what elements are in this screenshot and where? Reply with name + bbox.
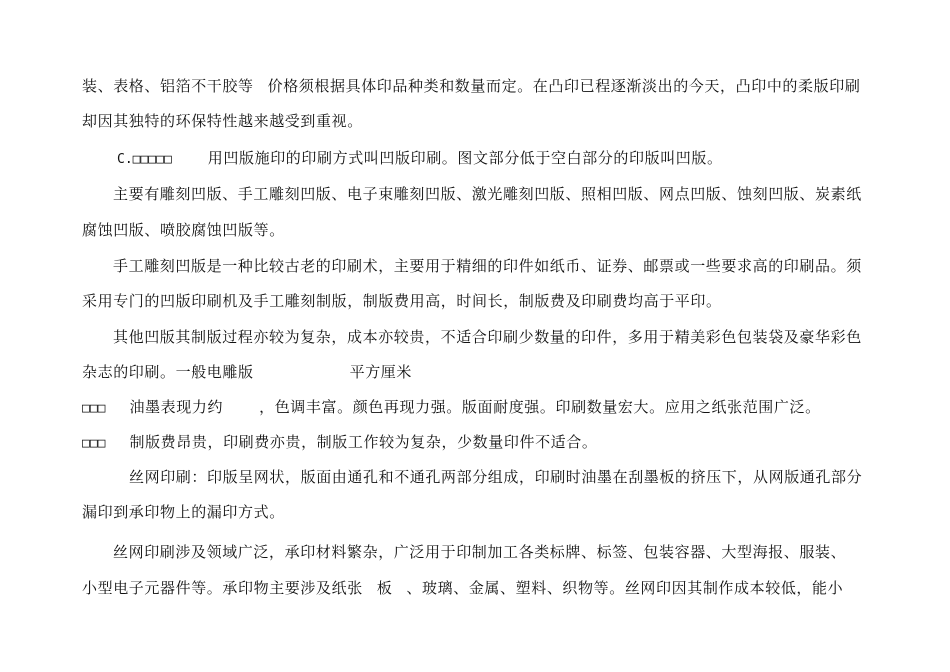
text-line-2	[82, 111, 363, 131]
text-segment: 丝网印刷涉及领域广泛，承印材料繁杂，广泛用于印制加工各类标牌、标签、包装容器、大型海报、服装、	[113, 543, 847, 561]
text-segment: 采用专门的凹版印刷机及手工雕刻制版，制版费用高，时间长，制版费及印刷费均高于平印。	[82, 292, 722, 310]
text-segment: 板	[376, 579, 393, 597]
text-segment: 用凹版施印的印刷方式叫凹版印刷。图文部分低于空白部分的印版叫凹版。	[207, 149, 723, 167]
text-segment: 油墨表现力约	[129, 398, 224, 416]
text-line-7	[82, 291, 722, 311]
text-line-10	[82, 397, 821, 419]
text-segment: 主要有雕刻凹版、手工雕刻凹版、电子束雕刻凹版、激光雕刻凹版、照相凹版、网点凹版、蚀刻凹版、炭素纸	[113, 185, 862, 203]
text-line-12	[129, 467, 862, 487]
text-line-14	[113, 542, 846, 562]
text-line-3	[117, 148, 723, 170]
text-segment: 其他凹版其制版过程亦较为复杂，成本亦较贵，不适合印刷少数量的印件，多用于精美彩色包装袋及豪华彩色	[113, 328, 862, 346]
text-segment: 、玻璃、金属、塑料、织物等。丝网印因其制作成本较低，能小	[406, 579, 844, 597]
section-label: C.□□□□□	[117, 152, 172, 167]
text-segment: 杂志的印刷。一般电雕版	[82, 363, 254, 381]
list-marker: □□□	[82, 436, 106, 451]
text-line-6	[113, 256, 862, 276]
text-segment: 腐蚀凹版、喷胶腐蚀凹版等。	[82, 221, 285, 239]
text-line-15	[82, 578, 843, 598]
text-line-8	[113, 327, 862, 347]
text-segment: ，色调丰富。颜色再现力强。版面耐度强。印刷数量宏大。应用之纸张范围广泛。	[259, 398, 821, 416]
text-segment: 手工雕刻凹版是一种比较古老的印刷术，主要用于精细的印件如纸币、证券、邮票或一些要求高的印刷品。须	[113, 257, 862, 275]
text-line-4	[113, 184, 862, 204]
text-segment: 丝网印刷：印版呈网状，版面由通孔和不通孔两部分组成，印刷时油墨在刮墨板的挤压下，从网版通孔部分	[129, 468, 863, 486]
text-segment: 装、表格、铝箔不干胶等	[82, 77, 254, 95]
text-segment: 价格须根据具体印品种类和数量而定。在凸印已程逐渐淡出的今天，凸印中的柔版印刷	[267, 77, 861, 95]
text-line-5	[82, 220, 285, 240]
text-segment: 却因其独特的环保特性越来越受到重视。	[82, 112, 363, 130]
text-line-1	[82, 76, 860, 96]
text-line-13	[82, 502, 285, 522]
list-marker: □□□	[82, 401, 106, 416]
text-line-11	[82, 432, 598, 454]
text-segment: 漏印到承印物上的漏印方式。	[82, 503, 285, 521]
text-segment: 平方厘米	[349, 363, 413, 381]
text-segment: 制版费昂贵，印刷费亦贵，制版工作较为复杂，少数量印件不适合。	[129, 433, 598, 451]
text-line-9	[82, 362, 412, 382]
text-segment: 小型电子元器件等。承印物主要涉及纸张	[82, 579, 363, 597]
